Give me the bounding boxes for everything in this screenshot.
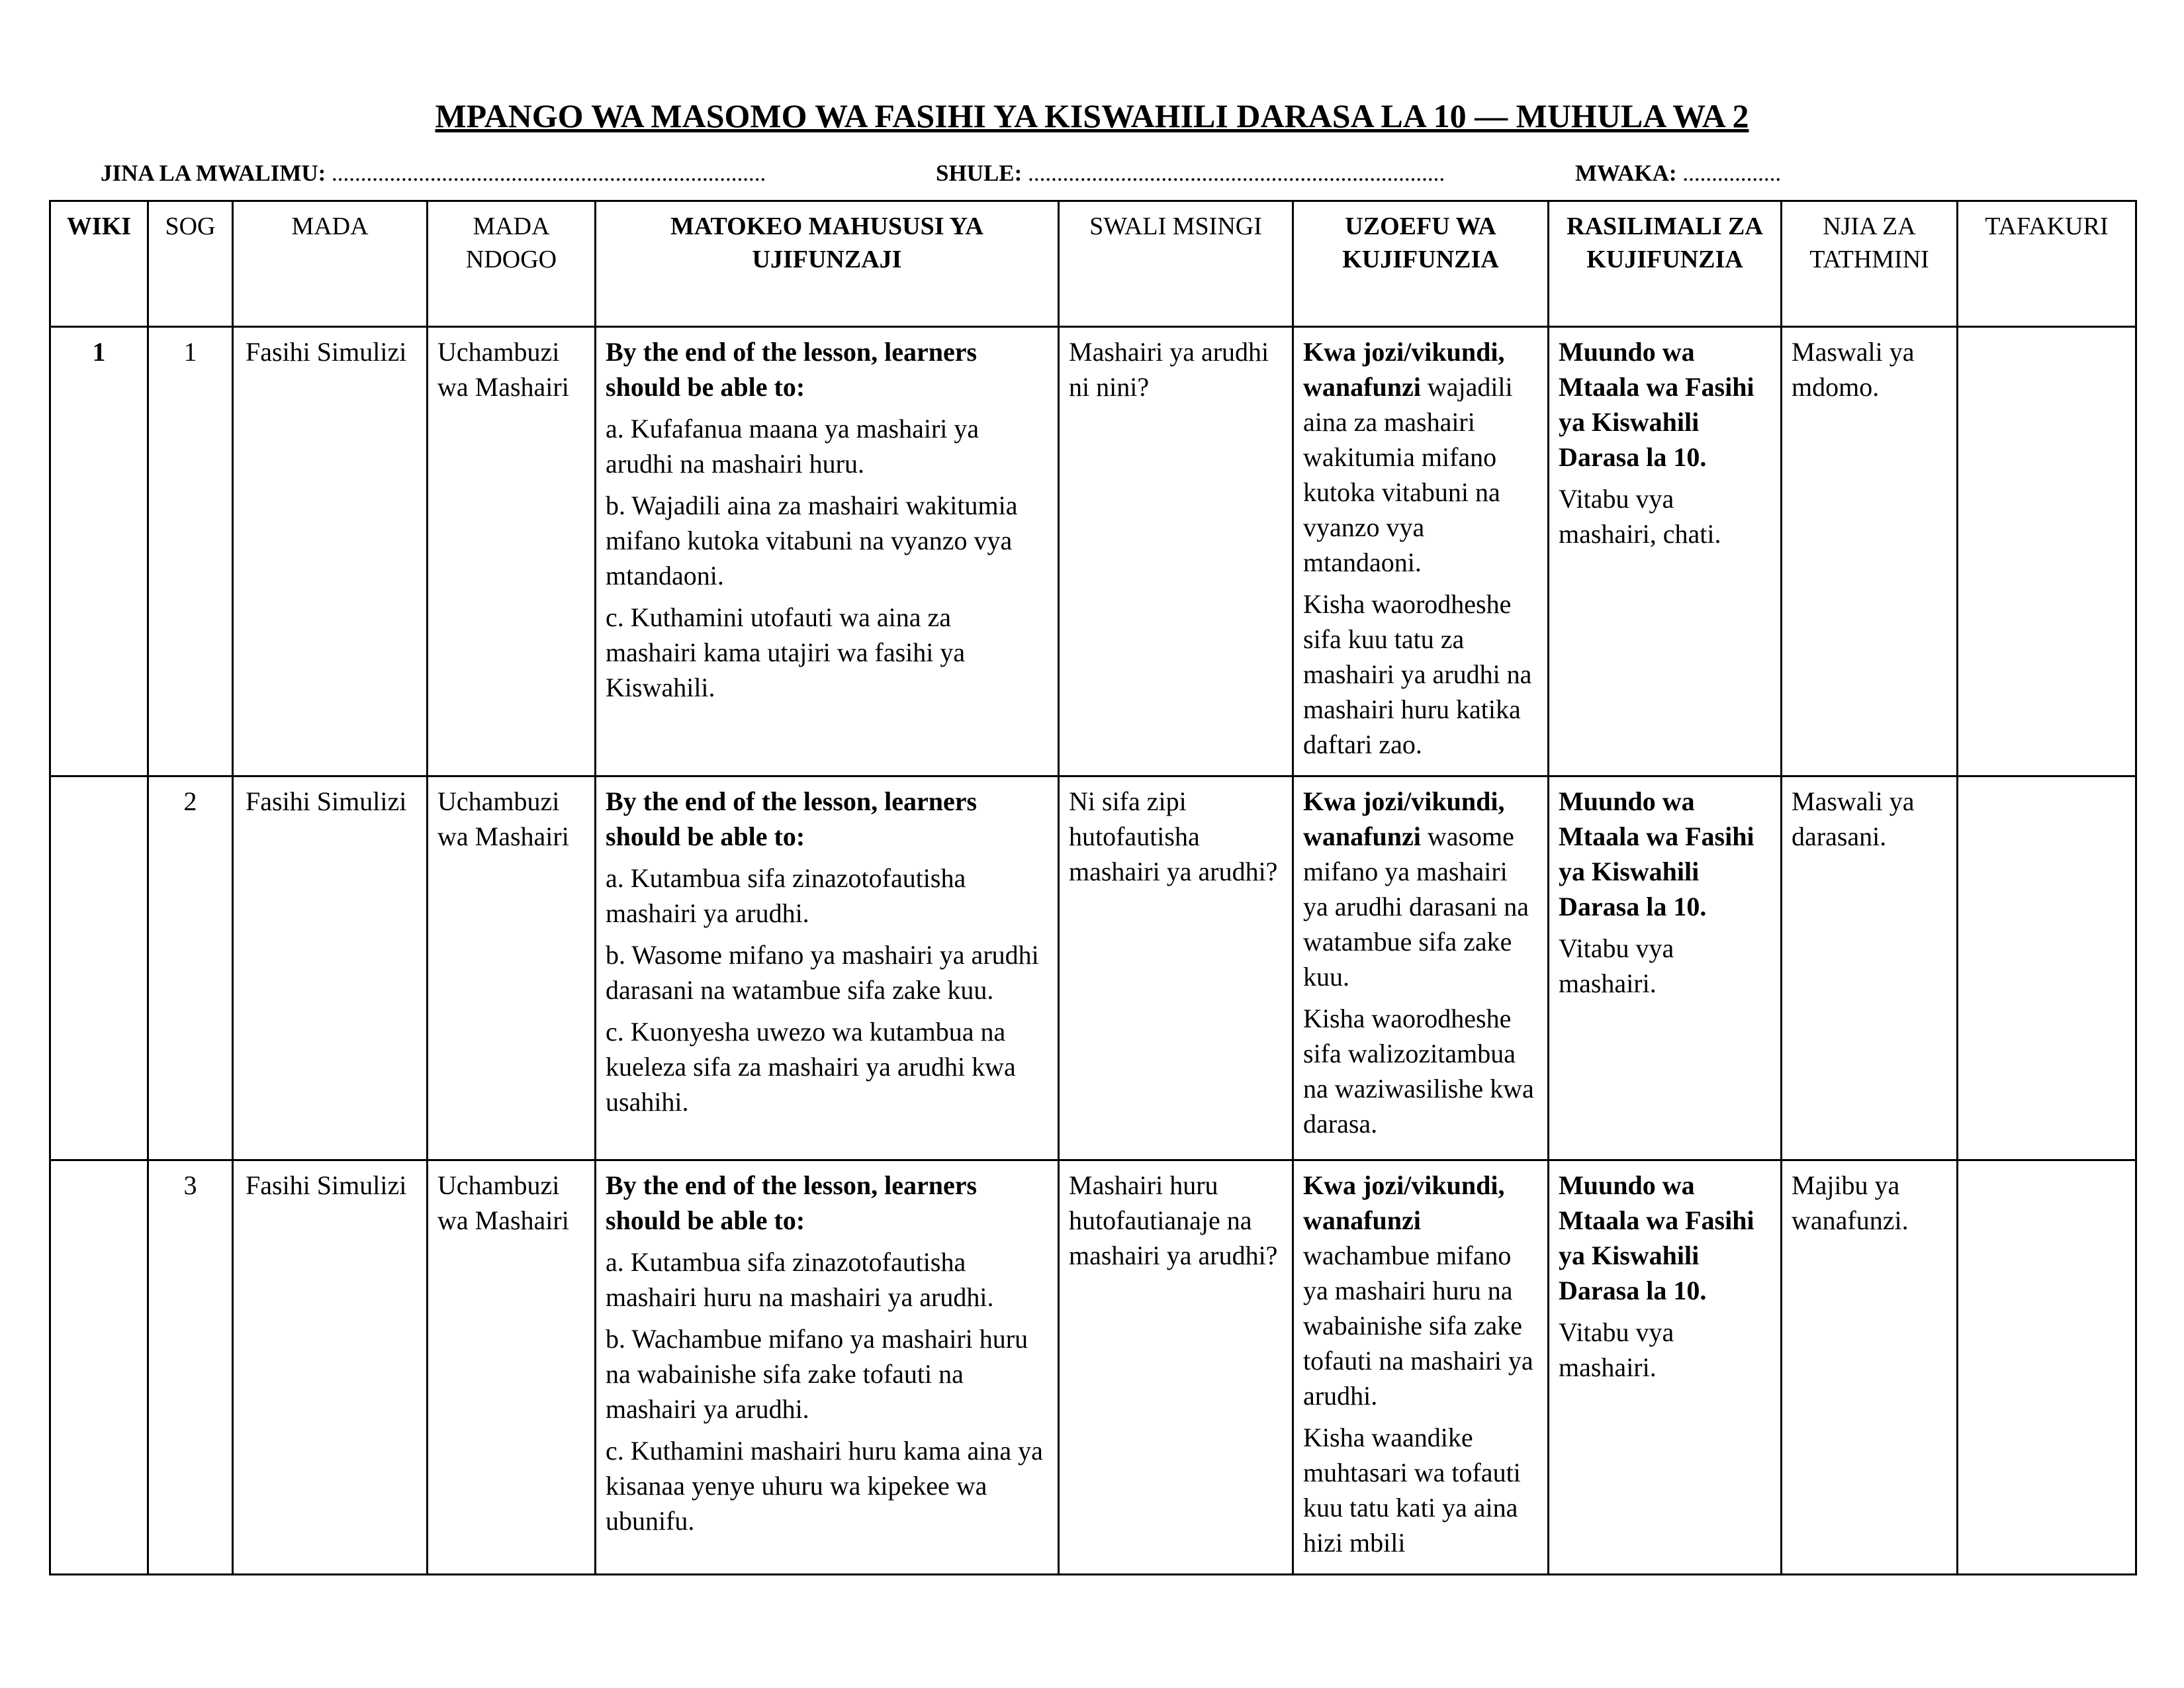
objectives-intro: By the end of the lesson, learners should be able to: <box>606 337 978 402</box>
objective-item: b. Wajadili aina za mashairi wakitumia mifano kutoka vitabuni na vyanzo vya mtandaoni. <box>606 491 1018 590</box>
objective-item: c. Kuthamini mashairi huru kama aina ya kisanaa yenye uhuru wa kipekee wa ubunifu. <box>606 1436 1043 1536</box>
header-rasilimali: RASILIMALI ZA KUJIFUNZIA <box>1549 201 1782 327</box>
uzoefu-lead: Kwa jozi/vikundi, wanafunzi <box>1303 337 1505 402</box>
objectives-intro: By the end of the lesson, learners should be able to: <box>606 786 978 851</box>
cell-uzoefu <box>1293 776 1549 1160</box>
uzoefu-followup: Kisha waorodheshe sifa kuu tatu za mashairi ya arudhi na mashairi huru katika daftari zao. <box>1303 589 1532 759</box>
year-label: MWAKA: <box>1575 160 1677 186</box>
header-njia-tathmini: NJIA ZA TATHMINI <box>1782 201 1958 327</box>
objective-item: b. Wachambue mifano ya mashairi huru na wabainishe sifa zake tofauti na mashairi ya arudhi. <box>606 1324 1028 1424</box>
cell-njia-tathmini: Maswali ya darasani. <box>1782 776 1958 1160</box>
header-wiki: WIKI <box>50 201 148 327</box>
rasilimali-curriculum: Muundo wa Mtaala wa Fasihi ya Kiswahili Darasa la 10. <box>1559 1170 1754 1305</box>
uzoefu-paragraph <box>1303 1168 1538 1413</box>
cell-uzoefu <box>1293 327 1549 776</box>
header-row <box>50 201 2136 327</box>
table-row <box>50 1160 2136 1575</box>
scheme-of-work-table <box>49 200 2137 1575</box>
uzoefu-lead: Kwa jozi/vikundi, wanafunzi <box>1303 1170 1505 1235</box>
cell-njia-tathmini: Majibu ya wanafunzi. <box>1782 1160 1958 1575</box>
school-label: SHULE: <box>936 160 1023 186</box>
objective-item: b. Wasome mifano ya mashairi ya arudhi darasani na watambue sifa zake kuu. <box>606 940 1039 1005</box>
uzoefu-text: wasome mifano ya mashairi ya arudhi darasani na watambue sifa zake kuu. <box>1303 821 1529 992</box>
objectives-intro: By the end of the lesson, learners should be able to: <box>606 1170 978 1235</box>
rasilimali-curriculum: Muundo wa Mtaala wa Fasihi ya Kiswahili Darasa la 10. <box>1559 786 1754 921</box>
cell-matokeo <box>596 776 1059 1160</box>
uzoefu-followup: Kisha waorodheshe sifa walizozitambua na waziwasilishe kwa darasa. <box>1303 1004 1534 1139</box>
year-blank: ................. <box>1682 160 1782 186</box>
header-mada-ndogo: MADA NDOGO <box>428 201 596 327</box>
year-line <box>1575 162 1781 185</box>
cell-mada: Fasihi Simulizi <box>233 1160 428 1575</box>
cell-mada: Fasihi Simulizi <box>233 776 428 1160</box>
uzoefu-followup: Kisha waandike muhtasari wa tofauti kuu tatu kati ya aina hizi mbili <box>1303 1423 1521 1558</box>
cell-sog: 3 <box>148 1160 233 1575</box>
cell-sog: 2 <box>148 776 233 1160</box>
rasilimali-materials: Vitabu vya mashairi. <box>1559 1317 1674 1382</box>
teacher-blank: ........................................................................... <box>332 160 766 186</box>
objective-item: a. Kufafanua maana ya mashairi ya arudhi na mashairi huru. <box>606 414 979 479</box>
cell-swali-msingi: Ni sifa zipi hutofautisha mashairi ya arudhi? <box>1059 776 1293 1160</box>
header-mada: MADA <box>233 201 428 327</box>
cell-rasilimali <box>1549 327 1782 776</box>
uzoefu-lead: Kwa jozi/vikundi, wanafunzi <box>1303 786 1505 851</box>
table-row <box>50 327 2136 776</box>
uzoefu-text: wajadili aina za mashairi wakitumia mifano kutoka vitabuni na vyanzo vya mtandaoni. <box>1303 372 1513 577</box>
objective-item: a. Kutambua sifa zinazotofautisha mashairi huru na mashairi ya arudhi. <box>606 1247 994 1312</box>
rasilimali-materials: Vitabu vya mashairi. <box>1559 933 1674 998</box>
cell-swali-msingi: Mashairi ya arudhi ni nini? <box>1059 327 1293 776</box>
rasilimali-materials: Vitabu vya mashairi, chati. <box>1559 484 1721 549</box>
cell-mada-ndogo: Uchambuzi wa Mashairi <box>428 1160 596 1575</box>
teacher-name-line <box>101 162 766 185</box>
cell-njia-tathmini: Maswali ya mdomo. <box>1782 327 1958 776</box>
objective-item: a. Kutambua sifa zinazotofautisha mashairi ya arudhi. <box>606 863 966 928</box>
school-blank: ........................................................................ <box>1028 160 1445 186</box>
cell-mada-ndogo: Uchambuzi wa Mashairi <box>428 776 596 1160</box>
rasilimali-curriculum: Muundo wa Mtaala wa Fasihi ya Kiswahili Darasa la 10. <box>1559 337 1754 472</box>
objective-item: c. Kuthamini utofauti wa aina za mashairi kama utajiri wa fasihi ya Kiswahili. <box>606 602 966 702</box>
cell-tafakuri <box>1958 327 2136 776</box>
cell-mada: Fasihi Simulizi <box>233 327 428 776</box>
cell-tafakuri <box>1958 776 2136 1160</box>
header-sog: SOG <box>148 201 233 327</box>
document-title: MPANGO WA MASOMO WA FASIHI YA KISWAHILI DARASA LA 10 — MUHULA WA 2 <box>435 97 1749 134</box>
cell-wiki <box>50 1160 148 1575</box>
header-swali-msingi: SWALI MSINGI <box>1059 201 1293 327</box>
cell-sog: 1 <box>148 327 233 776</box>
cell-swali-msingi: Mashairi huru hutofautianaje na mashairi ya arudhi? <box>1059 1160 1293 1575</box>
cell-tafakuri <box>1958 1160 2136 1575</box>
uzoefu-paragraph <box>1303 784 1538 994</box>
cell-matokeo <box>596 1160 1059 1575</box>
cell-uzoefu <box>1293 1160 1549 1575</box>
header-uzoefu: UZOEFU WA KUJIFUNZIA <box>1293 201 1549 327</box>
cell-matokeo <box>596 327 1059 776</box>
uzoefu-text: wachambue mifano ya mashairi huru na wabainishe sifa zake tofauti na mashairi ya arudhi. <box>1303 1241 1533 1411</box>
objective-item: c. Kuonyesha uwezo wa kutambua na kueleza sifa za mashairi ya arudhi kwa usahihi. <box>606 1017 1016 1117</box>
teacher-label: JINA LA MWALIMU: <box>101 160 326 186</box>
cell-rasilimali <box>1549 1160 1782 1575</box>
table-row <box>50 776 2136 1160</box>
cell-rasilimali <box>1549 776 1782 1160</box>
header-tafakuri: TAFAKURI <box>1958 201 2136 327</box>
cell-wiki <box>50 776 148 1160</box>
header-matokeo: MATOKEO MAHUSUSI YA UJIFUNZAJI <box>596 201 1059 327</box>
cell-wiki: 1 <box>50 327 148 776</box>
uzoefu-paragraph <box>1303 334 1538 580</box>
cell-mada-ndogo: Uchambuzi wa Mashairi <box>428 327 596 776</box>
school-line <box>936 162 1445 185</box>
